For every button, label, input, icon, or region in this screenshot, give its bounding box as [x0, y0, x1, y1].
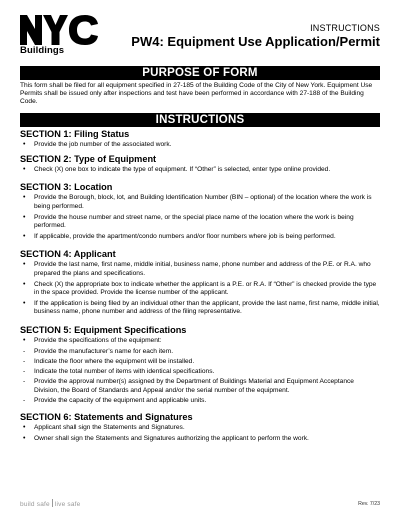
logo-subtitle: Buildings [20, 45, 65, 56]
section-heading: SECTION 3: Location [20, 182, 113, 193]
section-6 [20, 412, 380, 443]
section-1 [20, 129, 380, 149]
section-5 [20, 325, 380, 405]
tagline-separator [52, 499, 53, 507]
section-heading: SECTION 6: Statements and Signatures [20, 412, 193, 423]
list-item: • Check (X) one box to indicate the type of equipment. If “Other” is selected, enter type online provided. [20, 166, 380, 174]
footer-tagline [20, 499, 80, 508]
instructions-content [20, 129, 380, 446]
list-item: • Provide the job number of the associated work. [20, 141, 380, 149]
list-item: • Provide the Borough, block, lot, and Building Identification Number (BIN – optional) of the location where the work is being performed. [20, 194, 380, 210]
list-item: - Provide the manufacturer’s name for each item. [20, 348, 380, 356]
bullet-list [20, 194, 380, 241]
dash-list [20, 348, 380, 405]
section-heading: SECTION 2: Type of Equipment [20, 154, 157, 165]
list-item: • If the application is being filed by an individual other than the applicant, provide the last name, first name, middle initial, business name, phone number and address of the filing representative. [20, 300, 380, 316]
tagline-right: live safe [54, 501, 81, 508]
section-3 [20, 182, 380, 241]
bullet-list [20, 337, 380, 345]
instructions-heading-bar: INSTRUCTIONS [20, 113, 380, 127]
section-heading: SECTION 4: Applicant [20, 249, 116, 260]
revision-date: Rev. 7/23 [358, 501, 380, 507]
nyc-logo-icon [20, 15, 102, 45]
section-4 [20, 249, 380, 316]
purpose-heading-bar: PURPOSE OF FORM [20, 66, 380, 80]
list-item: • If applicable, provide the apartment/condo numbers and/or floor numbers where job is being performed. [20, 233, 380, 241]
list-item: - Provide the approval number(s) assigned by the Department of Buildings Material and Equipment Acceptance Division, the Board of Standards and Appeal and/or the serial number of the equipment. [20, 378, 380, 394]
bullet-list [20, 141, 380, 149]
section-heading: SECTION 1: Filing Status [20, 129, 130, 139]
tagline-left: build safe [20, 501, 50, 508]
bullet-list [20, 261, 380, 316]
section-2 [20, 154, 380, 174]
section-heading: SECTION 5: Equipment Specifications [20, 324, 187, 335]
document-type-label: INSTRUCTIONS [310, 23, 380, 33]
list-item: • Check (X) the appropriate box to indicate whether the applicant is a P.E. or R.A. If “Other” is checked provide the type in the space provided. Provide the license number of the applicant. [20, 281, 380, 297]
list-item: • Provide the last name, first name, middle initial, business name, phone number and address of the P.E. or R.A. who prepared the plans and specifications. [20, 261, 380, 277]
bullet-list [20, 166, 380, 174]
list-item: - Provide the capacity of the equipment and applicable units. [20, 397, 380, 405]
form-title: PW4: Equipment Use Application/Permit [131, 34, 380, 49]
list-item: • Owner shall sign the Statements and Signatures authorizing the applicant to perform the work. [20, 435, 380, 443]
purpose-text: This form shall be filed for all equipment specified in 27-185 of the Building Code of the City of New York. Equipment Use Permits shall be issued only after inspections and test have been performed in accordance with 27-188 of the Building Code. [20, 82, 373, 106]
list-item: - Indicate the floor where the equipment will be installed. [20, 358, 380, 366]
list-item: • Provide the house number and street name, or the special place name of the location where the work is being performed. [20, 214, 380, 230]
list-item: • Applicant shall sign the Statements and Signatures. [20, 424, 380, 432]
bullet-list [20, 424, 380, 443]
list-item: • Provide the specifications of the equipment: [20, 337, 380, 345]
list-item: - Indicate the total number of items with identical specifications. [20, 368, 380, 376]
